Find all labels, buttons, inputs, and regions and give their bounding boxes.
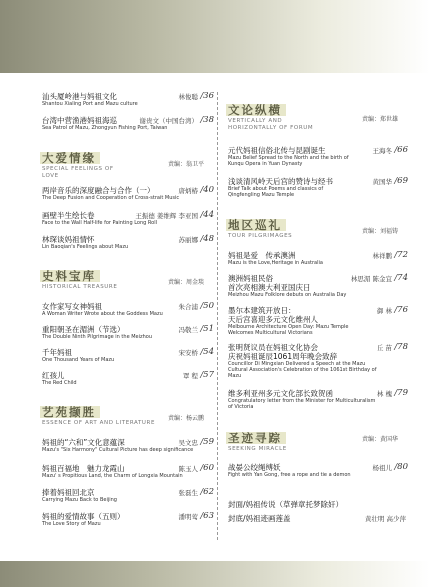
toc-entry[interactable]: [42, 370, 214, 386]
toc-entry[interactable]: [228, 145, 408, 167]
entry-title: 维多利亚州多元文化部长致贺函: [228, 389, 333, 398]
section-header-miracle: [228, 430, 404, 453]
entry-page: /40: [200, 185, 214, 195]
entry-author: 宋安桥: [178, 349, 198, 357]
section-header-love: [42, 150, 210, 180]
column-divider: [217, 92, 218, 540]
entry-author: 张磊生: [178, 489, 198, 497]
section-title: 圣迹寻踪: [228, 431, 282, 445]
entry-author: 丘 苗: [376, 344, 392, 352]
section-header-history: [42, 268, 210, 291]
toc-entry[interactable]: [42, 115, 214, 131]
entry-page: /79: [394, 388, 408, 398]
entry-english: Mazu's "Six Harmony" Cultural Picture has deep significance: [42, 447, 194, 453]
toc-entry[interactable]: [228, 500, 404, 509]
section-english: HISTORICAL TREASURE: [42, 284, 118, 290]
entry-page: /74: [394, 273, 408, 283]
toc-entry[interactable]: [42, 234, 214, 250]
entry-page: /54: [200, 347, 214, 357]
section-editor: 责编：周金琰: [167, 279, 204, 286]
toc-entry[interactable]: [42, 91, 214, 107]
entry-title: 封面/妈祖传说（草弹章托梦除奸）: [228, 500, 344, 509]
entry-page: /38: [200, 115, 214, 125]
entry-author: 杨祖儿: [372, 464, 392, 472]
entry-english: Mazu' s Propitious Land, the Charm of Longxia Mountain: [42, 473, 183, 479]
entry-title: 红孩儿: [42, 371, 65, 380]
entry-title: 女作家写女神妈祖: [42, 302, 102, 311]
entry-author: 黄国华: [372, 178, 392, 186]
entry-page: /50: [200, 301, 214, 311]
toc-entry[interactable]: [42, 301, 214, 317]
entry-english: The Love Story of Mazu: [42, 521, 101, 527]
entry-english: Mazu is the Love,Heritage in Australia: [228, 260, 323, 266]
entry-title: 墨尔本建筑开放日：: [228, 306, 296, 315]
entry-english: Meizhou Mazu Folklore debuts on Australia Day: [228, 292, 347, 298]
entry-author: 黄壮明 高少萍: [364, 515, 406, 523]
section-english: SEEKING MIRACLE: [228, 446, 287, 452]
entry-english: Mazu Belief Spread to the North and the birth of Kunqu Opera in Yuan Dynasty: [228, 155, 349, 167]
entry-author: 林 槐: [376, 390, 392, 398]
top-decorative-band: [0, 0, 430, 73]
toc-entry[interactable]: [42, 487, 214, 503]
entry-title: 汕头厦岭港与妈祖文化: [42, 92, 117, 101]
section-editor: 责编：黄国华: [361, 436, 398, 443]
entry-title: 妈祖百福地 魅力龙霞山: [42, 464, 125, 473]
entry-author: 林祥鹏: [372, 252, 392, 260]
section-editor: 责编：郑世雄: [361, 116, 398, 123]
toc-entry[interactable]: [42, 210, 214, 226]
toc-entry[interactable]: [42, 185, 214, 201]
section-header-forum: [228, 102, 404, 132]
entry-title: 澳洲妈祖民俗: [228, 274, 273, 283]
entry-page: /62: [200, 487, 214, 497]
section-header-art: [42, 404, 210, 427]
section-title: 文论纵横: [228, 103, 282, 117]
entry-title: 两岸音乐的深度融合与合作（一）: [42, 186, 155, 195]
entry-title: 妈祖的“六和”文化意蕴深: [42, 438, 125, 447]
toc-entry[interactable]: [228, 250, 408, 266]
entry-author: 林思湄 陈金宜: [350, 275, 392, 283]
entry-english: Councillor Di Mingxian Delivered a Speech at the Mazu Cultural Association's Celebration of the 1061st Birthday of Mazu: [228, 361, 377, 379]
entry-english: Carrying Mazu Back to Beijing: [42, 497, 117, 503]
entry-title-line2: 首次亮相澳大利亚国庆日: [228, 283, 311, 292]
toc-entry[interactable]: [42, 347, 214, 363]
entry-english: The Red Child: [42, 380, 77, 386]
bottom-decorative-band: [0, 561, 430, 587]
entry-page: /69: [394, 176, 408, 186]
entry-page: /66: [394, 145, 408, 155]
entry-title: 元代妈祖信俗北传与昆剧诞生: [228, 146, 326, 155]
entry-english: Lin Baoqian's Feelings about Mazu: [42, 244, 129, 250]
entry-title: 战晏公绞绳缚妖: [228, 463, 281, 472]
section-english: ESSENCE OF ART AND LITERATURE: [42, 420, 156, 426]
entry-author: 谢贵文（中国台湾）: [139, 117, 198, 125]
entry-author: 吴文忠: [178, 439, 198, 447]
section-english: SPECIAL FEELINGS OF LOVE: [42, 166, 114, 179]
toc-entry[interactable]: [42, 463, 214, 479]
section-title: 大爱情缘: [42, 151, 96, 165]
entry-page: /44: [200, 210, 214, 220]
toc-entry[interactable]: [228, 514, 404, 523]
entry-english: A Woman Writer Wrote about the Goddess Mazu: [42, 311, 163, 317]
toc-entry[interactable]: [228, 388, 408, 410]
entry-author: 罩 程: [182, 372, 198, 380]
entry-title: 封底/妈祖迹画莲盖: [228, 514, 291, 523]
entry-author: 陈玉人: [178, 465, 198, 473]
entry-page: /78: [394, 342, 408, 352]
toc-entry[interactable]: [42, 511, 214, 527]
entry-english: Sea Patrol of Mazu, Zhongyun Fishing Port, Taiwan: [42, 125, 168, 131]
entry-page: /51: [200, 324, 214, 334]
entry-title-line2: 天后宫喜迎多元文化维州人: [228, 315, 318, 324]
entry-page: /76: [394, 305, 408, 315]
entry-english: Face to the Wall Half-life for Painting Long Roll: [42, 220, 157, 226]
section-title: 史料宝库: [42, 269, 96, 283]
toc-entry[interactable]: [228, 273, 408, 298]
entry-page: /36: [200, 91, 214, 101]
entry-title: 捧着妈祖回北京: [42, 488, 95, 497]
section-title: 地区巡礼: [228, 218, 282, 232]
entry-page: /72: [394, 250, 408, 260]
entry-english: Shantou Xialing Port and Mazu culture: [42, 101, 138, 107]
section-editor: 责编：杨云鹏: [167, 415, 204, 422]
entry-title: 张明贤议员在妈祖文化协会: [228, 343, 318, 352]
section-editor: 责编：翁卫平: [167, 161, 204, 168]
section-editor: 责编：刘福铸: [361, 228, 398, 235]
section-header-tour: [228, 217, 404, 240]
entry-author: 冯敬兰: [178, 326, 198, 334]
entry-author: 唐炳椿: [178, 187, 198, 195]
section-english: TOUR PILGRIMAGES: [228, 233, 293, 239]
entry-author: 朱合浦: [178, 303, 198, 311]
toc-entry[interactable]: [228, 176, 408, 198]
entry-page: /63: [200, 511, 214, 521]
entry-page: /59: [200, 437, 214, 447]
entry-title: 浅谈清风岭天后宫的赞诗与经书: [228, 177, 333, 186]
entry-author: 苏丽娜: [178, 236, 198, 244]
entry-title: 重阳朝圣在湄洲（节选）: [42, 325, 125, 334]
entry-author: 王海冬: [372, 147, 392, 155]
entry-title: 林琛谈妈祖情怀: [42, 235, 95, 244]
entry-english: Brief Talk about Poems and classics of Qingfengling Mazu Temple: [228, 186, 324, 198]
toc-entry[interactable]: [228, 305, 408, 336]
toc-entry[interactable]: [228, 462, 408, 478]
entry-author: 潘明莺: [178, 513, 198, 521]
entry-title-line2: 庆祝妈祖诞辰1061周年晚会致辞: [228, 352, 338, 361]
entry-english: The Double Ninth Pilgrimage in the Meizhou: [42, 334, 153, 340]
entry-title: 妈祖是爱 传承澳洲: [228, 251, 296, 260]
entry-english: The Deep Fusion and Cooperation of Cross-strait Music: [42, 195, 180, 201]
entry-title: 妈祖的爱情故事（五则）: [42, 512, 125, 521]
entry-page: /80: [394, 462, 408, 472]
entry-title: 台湾中营渔港妈祖海巡: [42, 116, 117, 125]
entry-title: 千年妈祖: [42, 348, 72, 357]
toc-entry[interactable]: [42, 324, 214, 340]
entry-page: /57: [200, 370, 214, 380]
toc-entry[interactable]: [42, 437, 214, 453]
entry-author: 御 林: [376, 307, 392, 315]
entry-english: Melbourne Architecture Open Day: Mazu Temple Welcomes Multicultural Victorians: [228, 324, 349, 336]
entry-english: One Thousand Years of Mazu: [42, 357, 115, 363]
toc-entry[interactable]: [228, 342, 408, 379]
entry-page: /48: [200, 234, 214, 244]
section-title: 艺苑撷胜: [42, 405, 96, 419]
entry-author: 林俊聪: [178, 93, 198, 101]
entry-title: 画壁半生绘长卷: [42, 211, 95, 220]
entry-page: /60: [200, 463, 214, 473]
entry-author: 王振德 姜维辉 李亚国: [135, 212, 198, 220]
section-english: VERTICALLY AND HORIZONTALLY OF FORUM: [228, 118, 314, 131]
entry-english: Fight with Yan Gong, free a rope and tie a demon: [228, 472, 351, 478]
entry-english: Congratulatory letter from the Minister for Multiculturalism of Victoria: [228, 398, 376, 410]
